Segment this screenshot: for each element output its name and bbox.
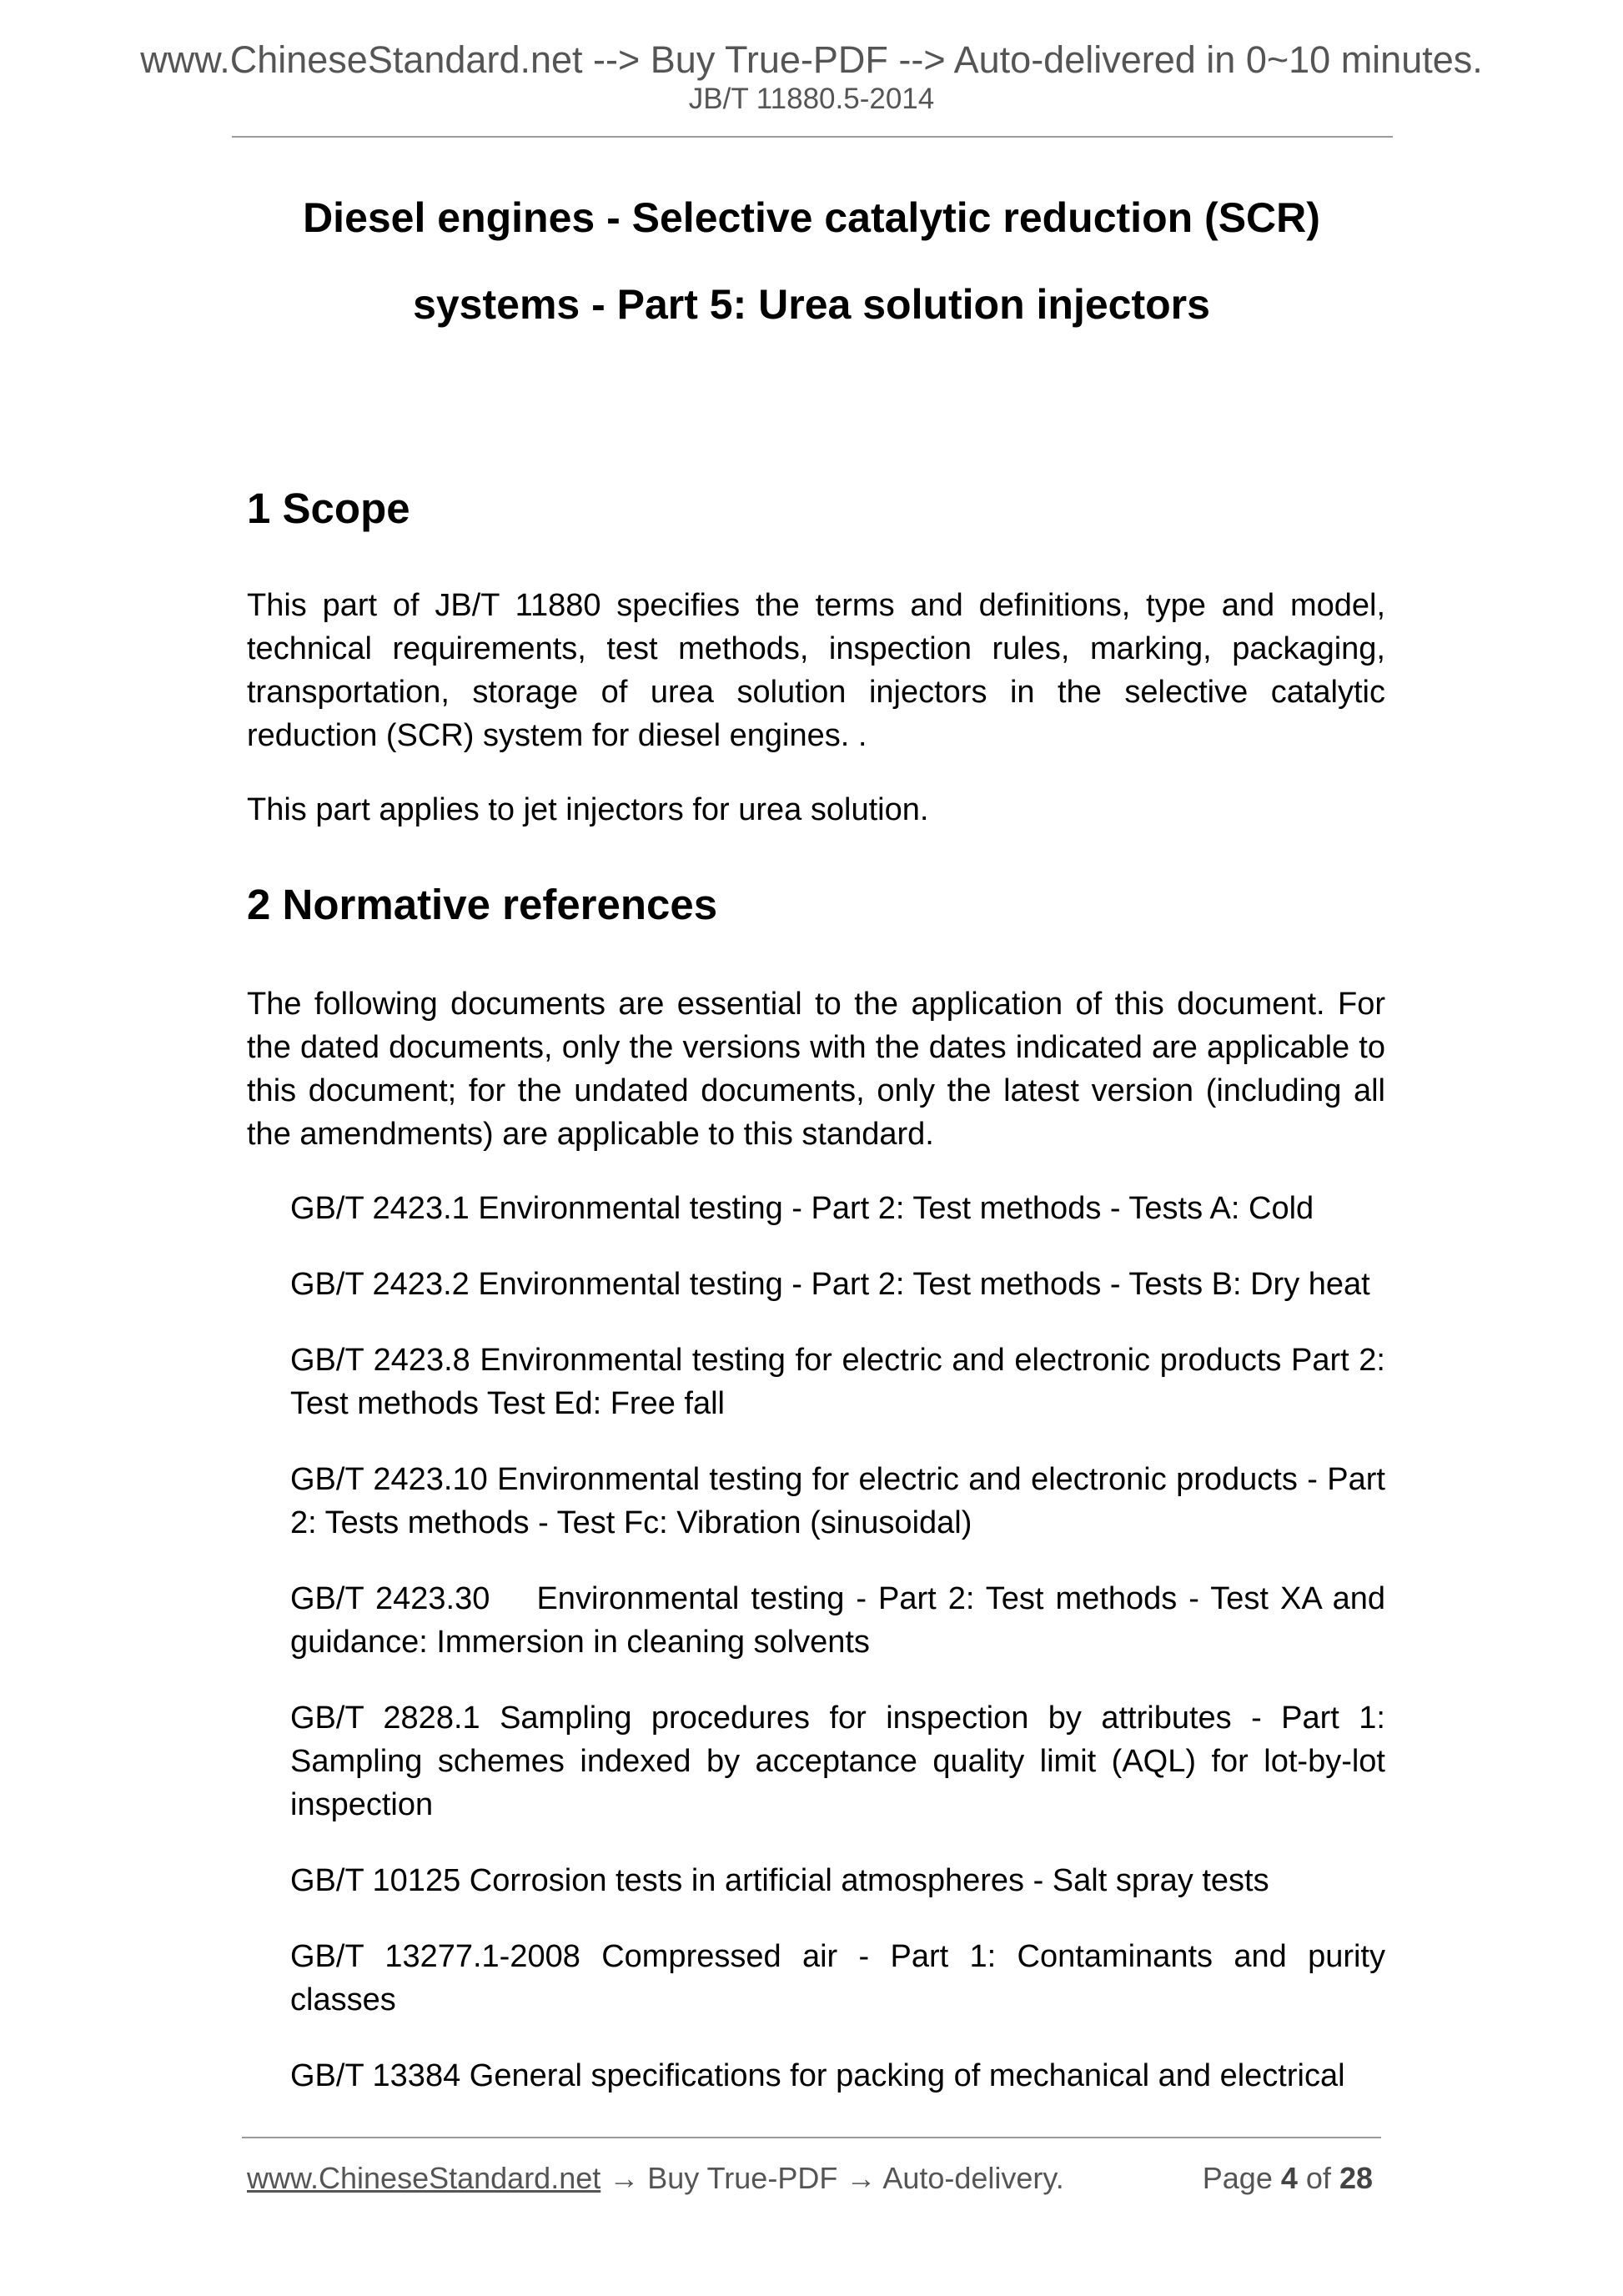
- reference-item: GB/T 2423.1 Environmental testing - Part 2: Test methods - Tests A: Cold: [290, 1191, 1314, 1226]
- reference-item: GB/T 10125 Corrosion tests in artificial atmospheres - Salt spray tests: [290, 1863, 1269, 1898]
- reference-item: GB/T 2423.8 Environmental testing for electric and electronic products Part 2: Test methods Test Ed: Free fall: [290, 1343, 1385, 1421]
- reference-item: GB/T 2423.10 Environmental testing for electric and electronic products - Part 2: Tests methods - Test Fc: Vibration (sinusoidal): [290, 1462, 1385, 1540]
- scope-paragraph-1: This part of JB/T 11880 specifies the terms and definitions, type and model, technical requirements, test methods, inspection rules, marking, packaging, transportation, storage of urea solution injectors in the selective catalytic reduction (SCR) system for diesel engines. .: [247, 588, 1385, 753]
- header-divider: [232, 136, 1393, 138]
- footer-delivery-text: → Buy True-PDF → Auto-delivery.: [600, 2161, 1064, 2195]
- header-banner: www.ChineseStandard.net --> Buy True-PDF --> Auto-delivered in 0~10 minutes.: [140, 38, 1483, 81]
- document-title-line-1: Diesel engines - Selective catalytic reduction (SCR): [303, 194, 1320, 241]
- page-total: 28: [1339, 2161, 1373, 2195]
- page-footer: [247, 2158, 1373, 2198]
- section-heading-scope: 1 Scope: [247, 485, 410, 532]
- reference-item: GB/T 2828.1 Sampling procedures for inspection by attributes - Part 1: Sampling schemes indexed by acceptance quality limit (AQL) for lot-by-lot inspection: [290, 1701, 1385, 1822]
- document-title-line-2: systems - Part 5: Urea solution injectors: [413, 281, 1210, 328]
- reference-item: GB/T 2423.2 Environmental testing - Part 2: Test methods - Tests B: Dry heat: [290, 1267, 1370, 1302]
- standard-id: JB/T 11880.5-2014: [688, 83, 935, 115]
- scope-paragraph-2: This part applies to jet injectors for urea solution.: [247, 792, 929, 827]
- section-heading-normative-references: 2 Normative references: [247, 881, 718, 928]
- of-label: of: [1305, 2161, 1331, 2195]
- normative-references-paragraph: The following documents are essential to the application of this document. For the dated documents, only the versions with the dates indicated are applicable to this document; for the undated documents, only the latest version (including all the amendments) are applicable to this standard.: [247, 987, 1385, 1152]
- reference-item: GB/T 2423.30 Environmental testing - Part 2: Test methods - Test XA and guidance: Immersion in cleaning solvents: [290, 1581, 1385, 1660]
- page-indicator: [1203, 2158, 1373, 2198]
- page-label: Page: [1202, 2161, 1273, 2195]
- footer-divider: [242, 2137, 1381, 2138]
- page-number: 4: [1280, 2161, 1298, 2195]
- reference-item: GB/T 13277.1-2008 Compressed air - Part 1: Contaminants and purity classes: [290, 1939, 1385, 2017]
- footer-site-link[interactable]: www.ChineseStandard.net: [247, 2161, 601, 2195]
- reference-item: GB/T 13384 General specifications for packing of mechanical and electrical: [290, 2058, 1345, 2093]
